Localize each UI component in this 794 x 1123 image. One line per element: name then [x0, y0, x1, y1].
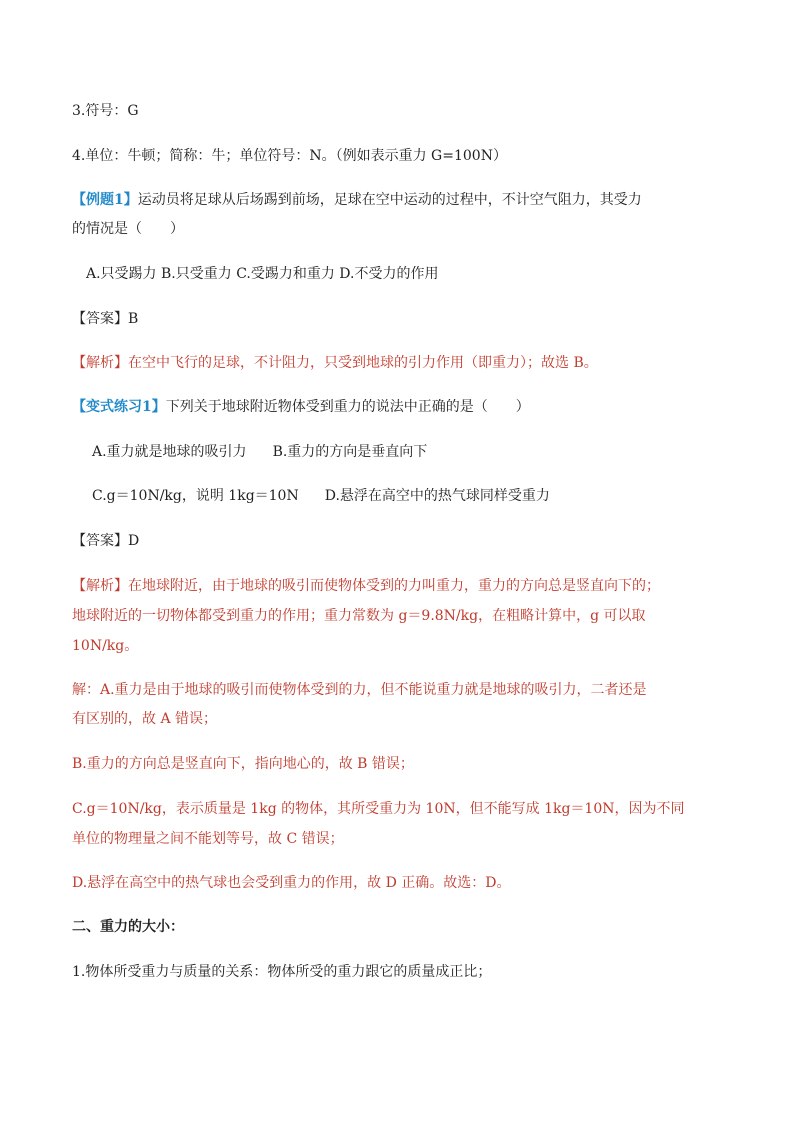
example1-question — [72, 190, 642, 210]
symbol-line: 3.符号：G — [72, 103, 139, 119]
answer-tag: 【答案】 — [72, 311, 128, 327]
solution-d: D.悬浮在高空中的热气球也会受到重力的作用，故 D 正确。故选：D。 — [72, 875, 511, 891]
example1-question-text: 运动员将足球从后场踢到前场，足球在空中运动的过程中，不计空气阻力，其受力 — [137, 192, 642, 208]
section2-heading: 二、重力的大小： — [72, 919, 184, 935]
practice1-analysis-cont2: 10N/kg。 — [72, 638, 139, 654]
example1-question-cont: 的情况是（ ） — [72, 221, 184, 237]
example1-analysis — [72, 353, 598, 373]
option-d: D.悬浮在高空中的热气球同样受重力 — [324, 488, 550, 504]
practice1-analysis — [72, 576, 660, 596]
solution-a-cont: 有区别的，故 A 错误； — [72, 711, 218, 727]
practice1-analysis-cont: 地球附近的一切物体都受到重力的作用；重力常数为 g＝9.8N/kg，在粗略计算中，g 可以取 — [72, 608, 646, 624]
answer-value: B — [128, 311, 139, 327]
practice1-question-text: 下列关于地球附近物体受到重力的说法中正确的是（ ） — [165, 399, 530, 415]
example1-answer — [72, 309, 138, 329]
solution-a: 解：A.重力是由于地球的吸引而使物体受到的力，但不能说重力就是地球的吸引力，二者还是 — [72, 682, 647, 698]
solution-b: B.重力的方向总是竖直向下，指向地心的，故 B 错误； — [72, 756, 414, 772]
practice1-tag: 【变式练习1】 — [72, 399, 166, 415]
option-a: A.重力就是地球的吸引力 — [92, 444, 247, 460]
answer-value: D — [128, 533, 140, 549]
analysis-text: 在地球附近，由于地球的吸引而使物体受到的力叫重力，重力的方向总是竖直向下的； — [128, 578, 660, 594]
solution-c-cont: 单位的物理量之间不能划等号，故 C 错误； — [72, 831, 344, 847]
example1-tag: 【例题1】 — [72, 192, 138, 208]
section2-item1: 1.物体所受重力与质量的关系：物体所受的重力跟它的质量成正比； — [72, 964, 492, 980]
practice1-question — [72, 397, 530, 417]
option-b: B.重力的方向是垂直向下 — [272, 444, 428, 460]
practice1-answer — [72, 531, 139, 551]
option-c: C.g＝10N/kg，说明 1kg＝10N — [92, 488, 299, 504]
answer-tag: 【答案】 — [72, 533, 128, 549]
analysis-tag: 【解析】 — [72, 355, 128, 371]
unit-line: 4.单位：牛顿；简称：牛；单位符号：N。（例如表示重力 G=100N） — [72, 148, 507, 164]
analysis-tag: 【解析】 — [72, 578, 128, 594]
example1-options: A.只受踢力 B.只受重力 C.受踢力和重力 D.不受力的作用 — [86, 266, 439, 282]
practice1-options-ab — [92, 442, 427, 462]
practice1-options-cd — [92, 486, 550, 506]
solution-c: C.g＝10N/kg，表示质量是 1kg 的物体，其所受重力为 10N，但不能写成 1kg＝10N，因为不同 — [72, 801, 685, 817]
analysis-text: 在空中飞行的足球，不计阻力，只受到地球的引力作用（即重力）；故选 B。 — [128, 355, 598, 371]
